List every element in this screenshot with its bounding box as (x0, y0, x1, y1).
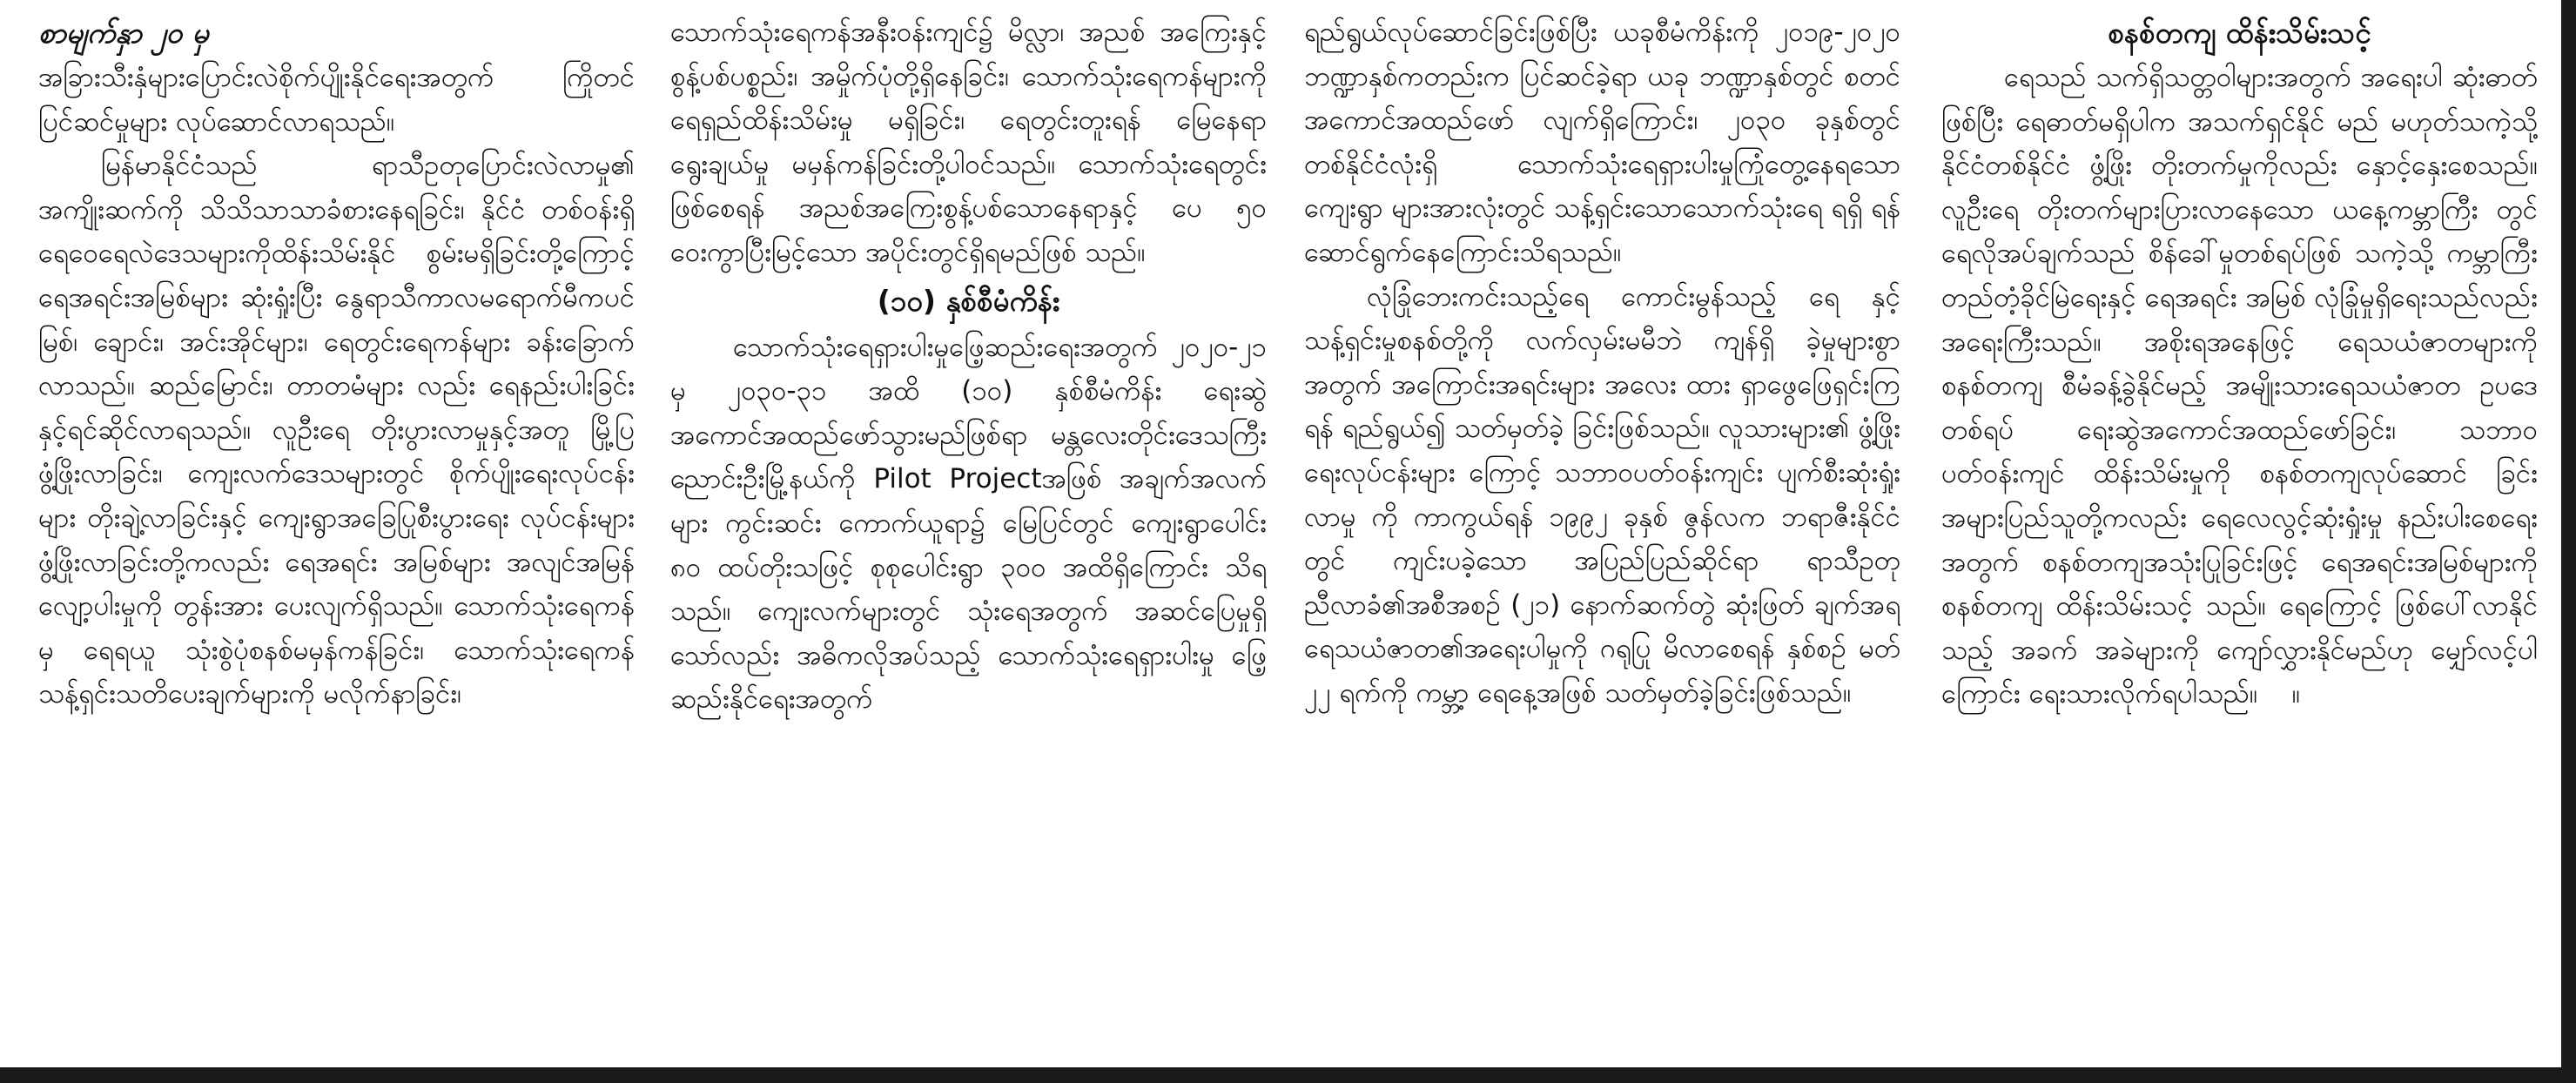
continuation-heading: စာမျက်နှာ ၂၀ မှ (38, 16, 209, 50)
article-column-4 (1941, 10, 2538, 1055)
end-mark (2257, 678, 2291, 710)
body-paragraph-text: ရေသည် သက်ရှိသတ္တဝါများအတွက် အရေးပါ ဆုံးဓာတ်ဖြစ်ပြီး ရေဓာတ်မရှိပါက အသက်ရှင်နိုင် မည် မဟုတ်သကဲ့သို့ နိုင်ငံတစ်နိုင်ငံ ဖွံ့ဖြိုး တိုးတက်မှုကိုလည်း နှောင့်နှေးစေသည်။ လူဦးရေ တိုးတက်များပြားလာနေသော ယနေ့ကမ္ဘာကြီး တွင် ရေလိုအပ်ချက်သည် စိန်ခေါ်မှုတစ်ရပ်ဖြစ် သကဲ့သို့ ကမ္ဘာကြီးတည်တံ့ခိုင်မြဲရေးနှင့် ရေအရင်း အမြစ် လုံခြုံမှုရှိရေးသည်လည်း အရေးကြီးသည်။ အစိုးရအနေဖြင့် ရေသယံဇာတများကို စနစ်တကျ စီမံခန့်ခွဲနိုင်မည့် အမျိုးသားရေသယံဇာတ ဥပဒေ တစ်ရပ် ရေးဆွဲအကောင်အထည်ဖော်ခြင်း၊ သဘာဝ ပတ်ဝန်းကျင် ထိန်းသိမ်းမှုကို စနစ်တကျလုပ်ဆောင် ခြင်းအများပြည်သူတို့ကလည်း ရေလေလွင့်ဆုံးရှုံးမှု နည်းပါးစေရေးအတွက် စနစ်တကျအသုံးပြုခြင်းဖြင့် ရေအရင်းအမြစ်များကို စနစ်တကျ ထိန်းသိမ်းသင့် သည်။ ရေကြောင့် ဖြစ်ပေါ်လာနိုင်သည့် အခက် အခဲများကို ကျော်လွှားနိုင်မည်ဟု မျှော်လင့်ပါ ကြောင်း ရေးသားလိုက်ရပါသည်။ (1941, 62, 2538, 710)
article-column-2 (670, 10, 1267, 1055)
body-paragraph: သောက်သုံးရေကန်အနီးဝန်းကျင်၌ မိလ္လာ၊ အညစ် အကြေးနှင့် စွန့်ပစ်ပစ္စည်း၊ အမှိုက်ပုံတို့ရှိနေခြင်း၊ သောက်သုံးရေကန်များကို ရေရှည်ထိန်းသိမ်းမှု မရှိခြင်း၊ ရေတွင်းတူးရန် မြေနေရာရွေးချယ်မှု မမှန်ကန်ခြင်းတို့ပါဝင်သည်။ သောက်သုံးရေတွင်း ဖြစ်စေရန် အညစ်အကြေးစွန့်ပစ်သောနေရာနှင့် ပေ ၅၀ ဝေးကွာပြီးမြင့်သော အပိုင်းတွင်ရှိရမည်ဖြစ် သည်။ (670, 17, 1267, 268)
page-border-bottom (0, 1067, 2576, 1083)
body-paragraph: မြန်မာနိုင်ငံသည် ရာသီဥတုပြောင်းလဲလာမှု၏ အကျိုးဆက်ကို သိသိသာသာခံစားနေရခြင်း၊ နိုင်ငံ တစ်ဝန်းရှိ ရေဝေရေလဲဒေသများကိုထိန်းသိမ်းနိုင် စွမ်းမရှိခြင်းတို့ကြောင့် ရေအရင်းအမြစ်များ ဆုံးရှုံးပြီး နွေရာသီကာလမရောက်မီကပင် မြစ်၊ ချောင်း၊ အင်းအိုင်များ၊ ရေတွင်းရေကန်များ ခန်းခြောက်လာသည်။ ဆည်မြောင်း၊ တာတမံများ လည်း ရေနည်းပါးခြင်းနှင့်ရင်ဆိုင်လာရသည်။ လူဦးရေ တိုးပွားလာမှုနှင့်အတူ မြို့ပြဖွံ့ဖြိုးလာခြင်း၊ ကျေးလက်ဒေသများတွင် စိုက်ပျိုးရေးလုပ်ငန်းများ တိုးချဲ့လာခြင်းနှင့် ကျေးရွာအခြေပြုစီးပွားရေး လုပ်ငန်းများ ဖွံ့ဖြိုးလာခြင်းတို့ကလည်း ရေအရင်း အမြစ်များ အလျင်အမြန်လျော့ပါးမှုကို တွန်းအား ပေးလျက်ရှိသည်။ သောက်သုံးရေကန်မှ ရေရယူ သုံးစွဲပုံစနစ်မမှန်ကန်ခြင်း၊ သောက်သုံးရေကန် သန့်ရှင်းသတိပေးချက်များကို မလိုက်နာခြင်း၊ (38, 150, 635, 710)
body-paragraph (1941, 56, 2538, 716)
body-paragraph: ရည်ရွယ်လုပ်ဆောင်ခြင်းဖြစ်ပြီး ယခုစီမံကိန်းကို ၂၀၁၉-၂၀၂၀ ဘဏ္ဍာနှစ်ကတည်းက ပြင်ဆင်ခဲ့ရာ ယခု ဘဏ္ဍာနှစ်တွင် စတင်အကောင်အထည်ဖော် လျက်ရှိကြောင်း၊ ၂၀၃၀ ခုနှစ်တွင် တစ်နိုင်ငံလုံးရှိ သောက်သုံးရေရှားပါးမှုကြုံတွေ့နေရသော ကျေးရွာ များအားလုံးတွင် သန့်ရှင်းသောသောက်သုံးရေ ရရှိ ရန် ဆောင်ရွက်နေကြောင်းသိရသည်။ (1304, 17, 1900, 268)
article-column-1 (38, 10, 635, 1055)
end-mark-glyph: ။ (2291, 678, 2301, 710)
page-border-right (2561, 0, 2576, 1083)
body-paragraph: အခြားသီးနှံများပြောင်းလဲစိုက်ပျိုးနိုင်ရေးအတွက် ကြိုတင်ပြင်ဆင်မှုများ လုပ်ဆောင်လာရသည်။ (38, 62, 635, 138)
body-paragraph: သောက်သုံးရေရှားပါးမှုဖြေ့ဆည်းရေးအတွက် ၂၀၂၀-၂၁ မှ ၂၀၃၀-၃၁ အထိ (၁၀) နှစ်စီမံကိန်း ရေးဆွဲ အကောင်အထည်ဖော်သွားမည်ဖြစ်ရာ မန္တလေးတိုင်းဒေသကြီး ညောင်းဦးမြို့နယ်ကို Pilot Projectအဖြစ် အချက်အလက်များ ကွင်းဆင်း ကောက်ယူရာ၌ မြေပြင်တွင် ကျေးရွာပေါင်း ၈၀ ထပ်တိုးသဖြင့် စုစုပေါင်းရွာ ၃၀၀ အထိရှိကြောင်း သိရသည်။ ကျေးလက်များတွင် သုံးရေအတွက် အဆင်ပြေမှုရှိသော်လည်း အဓိကလိုအပ်သည့် သောက်သုံးရေရှားပါးမှု ဖြေ့ဆည်းနိုင်ရေးအတွက် (670, 331, 1267, 716)
article-column-3 (1304, 10, 1900, 1055)
body-paragraph: လုံခြုံဘေးကင်းသည့်ရေ ကောင်းမွန်သည့် ရေ နှင့် သန့်ရှင်းမှုစနစ်တို့ကို လက်လှမ်းမမီဘဲ ကျန်ရှိ ခဲ့မှုများစွာအတွက် အကြောင်းအရင်းများ အလေး ထား ရှာဖွေဖြေရှင်းကြရန် ရည်ရွယ်၍ သတ်မှတ်ခဲ့ ခြင်းဖြစ်သည်။ လူသားများ၏ ဖွံ့ဖြိုးရေးလုပ်ငန်းများ ကြောင့် သဘာဝပတ်ဝန်းကျင်း ပျက်စီးဆုံးရှုံးလာမှု ကို ကာကွယ်ရန် ၁၉၉၂ ခုနှစ် ဇွန်လက ဘရာဇီးနိုင်ငံ တွင် ကျင်းပခဲ့သော အပြည်ပြည်ဆိုင်ရာ ရာသီဥတု ညီလာခံ၏အစီအစဉ် (၂၁) နောက်ဆက်တွဲ ဆုံးဖြတ် ချက်အရ ရေသယံဇာတ၏အရေးပါမှုကို ဂရုပြု မိလာစေရန် နှစ်စဉ် မတ် ၂၂ ရက်ကို ကမ္ဘာ့ ရေနေ့အဖြစ် သတ်မှတ်ခဲ့ခြင်းဖြစ်သည်။ (1304, 280, 1900, 709)
section-heading: စနစ်တကျ ထိန်းသိမ်းသင့် (2108, 16, 2371, 50)
section-heading: (၁၀) နှစ်စီမံကိန်း (877, 283, 1060, 318)
